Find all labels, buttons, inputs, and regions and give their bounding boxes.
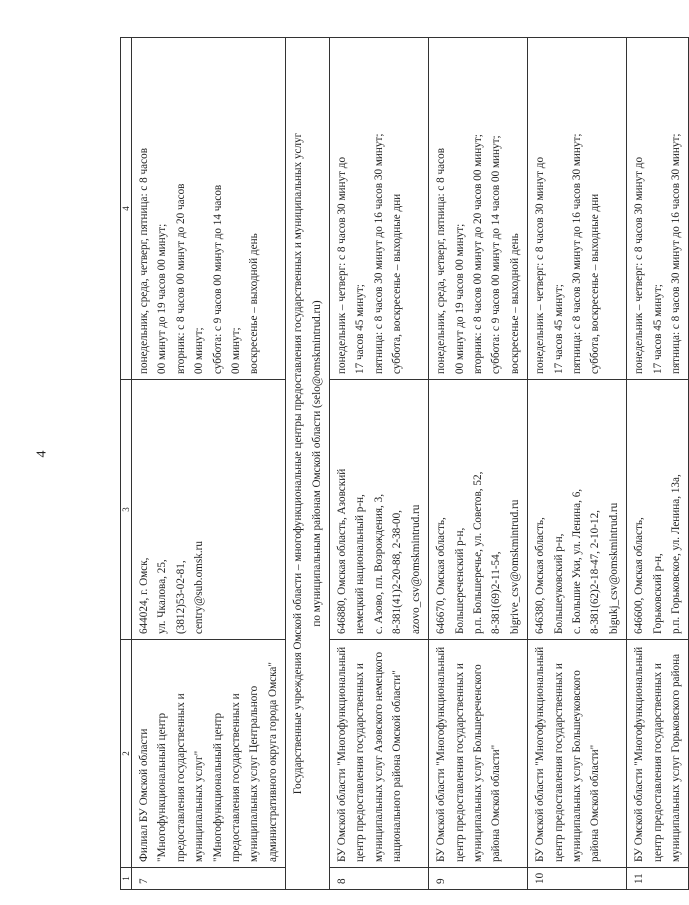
working-hours-line: суббота: с 9 часов 00 минут до 14 часов xyxy=(211,184,224,374)
table-row xyxy=(528,38,627,890)
working-hours-line: 00 минут до 19 часов 00 минут; xyxy=(156,223,169,374)
address-line: 8-381(41)2-20-88, 2-38-00, xyxy=(391,510,404,634)
address-line: ул. Чкалова, 25, xyxy=(156,559,169,634)
working-hours-line: суббота: с 9 часов 00 минут до 14 часов 00 минут; xyxy=(490,135,503,374)
table-row xyxy=(330,38,429,890)
address-line: Горьковский р-н, xyxy=(651,553,664,634)
address-line: centry@sub.omsk.ru xyxy=(193,541,206,634)
address-line: с. Большие Уки, ул. Ленина, 6, xyxy=(570,488,583,634)
address-line: 646380, Омская область, xyxy=(534,517,547,634)
organization-name-line: района Омской области" xyxy=(589,744,602,862)
row-number: 9 xyxy=(429,868,528,890)
address-line: Большеуковский р-н, xyxy=(552,533,565,634)
working-hours-line: воскресенье – выходной день xyxy=(508,233,521,374)
organization-name-line: муниципальных услуг Азовского немецкого xyxy=(372,651,385,862)
address-contacts xyxy=(132,380,286,640)
organization-name xyxy=(330,640,429,868)
address-line: с. Азово, пл. Возрождения, 3, xyxy=(372,493,385,634)
table-row xyxy=(429,38,528,890)
address-line: bigukj_csv@omskmintrud.ru xyxy=(607,502,620,634)
table-row xyxy=(132,38,286,890)
working-hours-line: понедельник, среда, четверг, пятница: с 8 часов xyxy=(435,148,448,374)
organization-name-line: БУ Омской области "Многофункциональный xyxy=(633,646,646,862)
address-contacts xyxy=(528,380,627,640)
working-hours-line: понедельник – четверг: с 8 часов 30 минут до xyxy=(336,156,349,374)
address-line: bigrive_csv@omskmintrud.ru xyxy=(508,499,521,634)
row-number: 11 xyxy=(627,868,689,890)
organization-name-line: центр предоставления государственных и xyxy=(552,663,565,862)
working-hours-line: вторник: с 8 часов 00 минут до 20 часов 00 минут; xyxy=(471,134,484,374)
working-hours xyxy=(132,38,286,380)
column-number: 1 xyxy=(121,868,132,890)
working-hours-line: понедельник – четверг: с 8 часов 30 минут до xyxy=(534,156,547,374)
row-number: 8 xyxy=(330,868,429,890)
address-line: 8-381(69)2-11-54, xyxy=(490,551,503,634)
working-hours xyxy=(528,38,627,380)
organization-name-line: муниципальных услуг Центрального xyxy=(248,685,261,862)
working-hours-line: 17 часов 45 минут; xyxy=(651,284,664,374)
organization-name-line: центр предоставления государственных и xyxy=(354,663,367,862)
working-hours-line: 00 минут; xyxy=(193,327,206,374)
address-line: 646670, Омская область, xyxy=(435,517,448,634)
organization-name-line: "Многофункциональный центр xyxy=(211,712,224,862)
working-hours-line: 17 часов 45 минут; xyxy=(552,284,565,374)
organization-name xyxy=(627,640,689,868)
organization-name-line: предоставления государственных и xyxy=(230,693,243,862)
address-line: 8-381(62)2-18-47, 2-10-12, xyxy=(589,510,602,634)
address-contacts xyxy=(627,380,689,640)
working-hours xyxy=(330,38,429,380)
organization-name xyxy=(132,640,286,868)
working-hours-line: пятница: с 8 часов 30 минут до 16 часов 30 минут; xyxy=(570,133,583,374)
organization-name-line: района Омской области" xyxy=(490,744,503,862)
organization-name-line: БУ Омской области "Многофункциональный xyxy=(336,646,349,862)
working-hours-line: понедельник – четверг: с 8 часов 30 минут до xyxy=(633,156,646,374)
column-number-row xyxy=(121,38,132,890)
organization-name-line: административного округа города Омска" xyxy=(266,662,279,862)
group-heading xyxy=(286,38,330,890)
organization-name xyxy=(429,640,528,868)
table-body xyxy=(121,38,689,890)
organization-name xyxy=(528,640,627,868)
working-hours xyxy=(627,38,689,380)
address-line: Большереченский р-н, xyxy=(453,527,466,634)
working-hours-line: суббота, воскресенье – выходные дни xyxy=(589,193,602,374)
address-line: р.п. Большеречье, ул. Советов, 52, xyxy=(471,471,484,634)
column-number: 3 xyxy=(121,380,132,640)
group-heading-line: по муниципальным районам Омской области (selo@omskmintrud.ru) xyxy=(310,300,323,627)
working-hours-line: 17 часов 45 минут; xyxy=(354,284,367,374)
row-number: 7 xyxy=(132,868,286,890)
working-hours-line: пятница: с 8 часов 30 минут до 16 часов 30 минут; xyxy=(669,133,682,374)
working-hours-line: воскресенье – выходной день xyxy=(248,233,261,374)
address-line: 644024, г. Омск, xyxy=(138,557,150,634)
column-number: 2 xyxy=(121,640,132,868)
organization-name-line: Филиал БУ Омской области xyxy=(138,728,150,862)
organization-name-line: муниципальных услуг" xyxy=(193,750,206,862)
working-hours-line: вторник: с 8 часов 00 минут до 20 часов xyxy=(174,183,187,374)
address-line: немецкий национальный р-н, xyxy=(354,494,367,634)
address-line: (3812)53-02-81, xyxy=(174,560,187,634)
address-line: 646880, Омская область, Азовский xyxy=(336,468,349,634)
organization-name-line: БУ Омской области "Многофункциональный xyxy=(534,646,547,862)
organization-name-line: предоставления государственных и xyxy=(174,693,187,862)
group-heading-row xyxy=(286,38,330,890)
rotated-table-container xyxy=(120,38,682,890)
organization-name-line: муниципальных услуг Большеуковского xyxy=(570,670,583,862)
working-hours-line: 00 минут; xyxy=(230,327,243,374)
address-line: azovo_csv@omskmintrud.ru xyxy=(409,504,422,634)
address-contacts xyxy=(330,380,429,640)
mfc-table xyxy=(120,37,689,890)
working-hours xyxy=(429,38,528,380)
working-hours-line: 00 минут до 19 часов 00 минут; xyxy=(453,223,466,374)
organization-name-line: центр предоставления государственных и xyxy=(453,663,466,862)
organization-name-line: "Многофункциональный центр xyxy=(156,712,169,862)
working-hours-line: суббота, воскресенье – выходные дни xyxy=(391,193,404,374)
organization-name-line: муниципальных услуг Большереченского xyxy=(471,664,484,862)
organization-name-line: БУ Омской области "Многофункциональный xyxy=(435,646,448,862)
column-number: 4 xyxy=(121,38,132,380)
row-number: 10 xyxy=(528,868,627,890)
working-hours-line: понедельник, среда, четверг, пятница: с 8 часов xyxy=(138,148,150,374)
group-heading-line: Государственные учреждения Омской области – многофункциональные центры предоставления государственных и муниципальных услуг xyxy=(292,132,305,795)
address-contacts xyxy=(429,380,528,640)
organization-name-line: муниципальных услуг Горьковского района xyxy=(669,653,682,862)
address-line: 646600, Омская область, xyxy=(633,517,646,634)
organization-name-line: центр предоставления государственных и xyxy=(651,663,664,862)
table-row xyxy=(627,38,689,890)
page-number: 4 xyxy=(34,450,50,458)
address-line: р.п. Горьковское, ул. Ленина, 13а, xyxy=(669,474,682,634)
organization-name-line: национального района Омской области" xyxy=(391,670,404,862)
working-hours-line: пятница: с 8 часов 30 минут до 16 часов 30 минут; xyxy=(372,133,385,374)
